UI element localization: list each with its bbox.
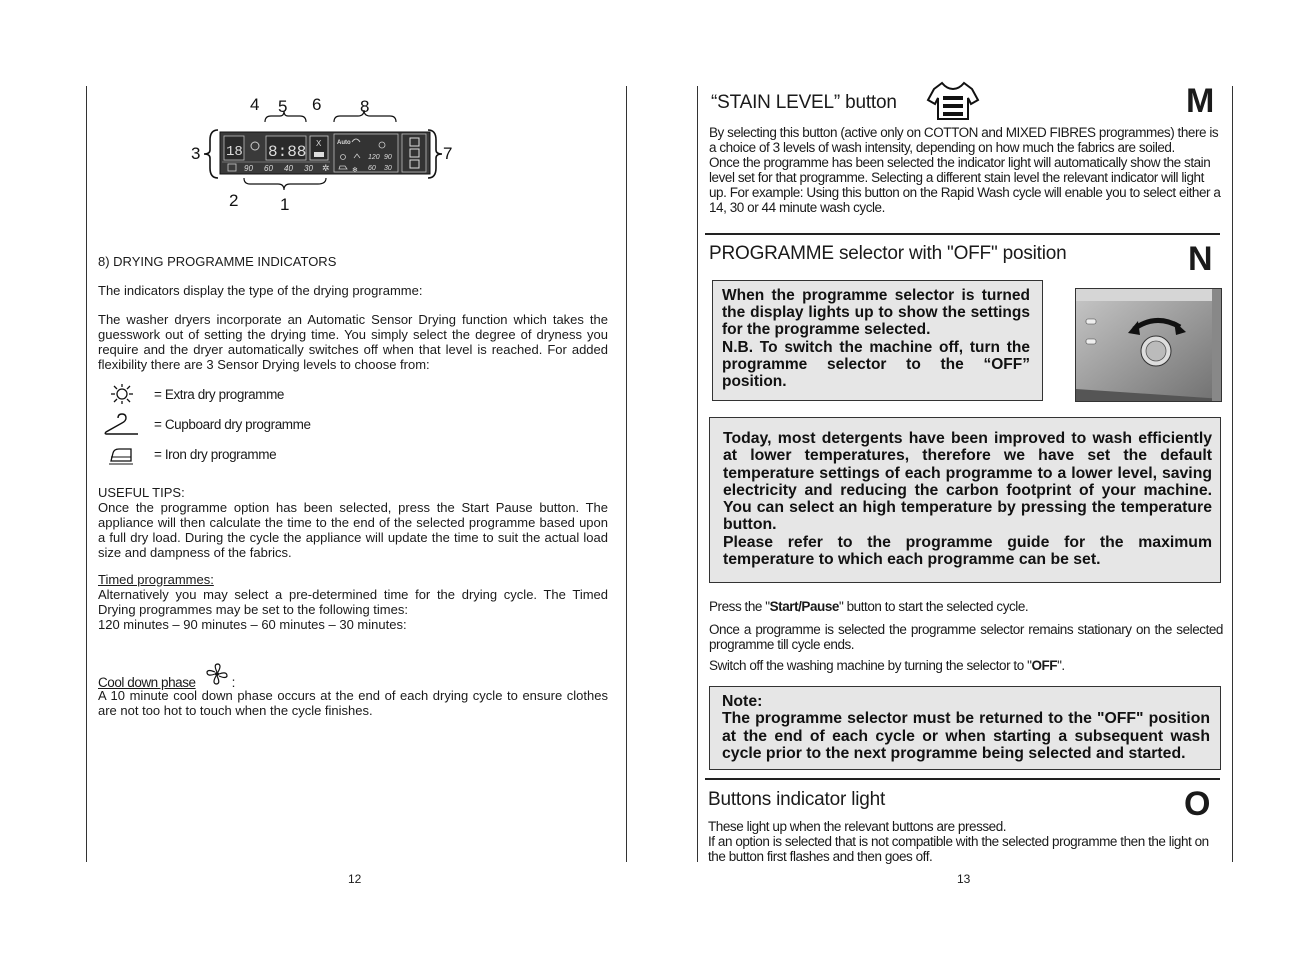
center-left-line — [626, 86, 627, 862]
timed-body: Alternatively you may select a pre-determined time for the drying cycle. The Timed Drying programmes may be set to the following times: — [98, 587, 608, 617]
stain-level-body: By selecting this button (active only on COTTON and MIXED FIBRES programmes) there is a choice of 3 levels of wash intensity, depending on how much the fabrics are soiled. Once the programme has been selected the indicator light will automatically show the stain level set for that programme. Selecting a different stain level the relevant indicator will light up. For example: Using this button on the Rapid Wash cycle will enable you to select either a 14, 30 or 44 minute wash cycle. — [709, 125, 1221, 215]
stain-shirt-icon — [926, 80, 980, 122]
section-letter-n: N — [1188, 240, 1213, 278]
sun-icon — [100, 382, 144, 406]
diagram-label-6: 6 — [312, 95, 322, 114]
detergent-info-text: Today, most detergents have been improved to wash efficiently at lower temperatures, therefore we have set the default temperature settings of each programme to a lower level, saving electricity and reducing the carbon footprint of your machine. You can select an high temperature by pressing the temperature button. Please refer to the programme guide for the maximum temperature to which each programme can be set. — [723, 430, 1212, 569]
section-letter-m: M — [1186, 82, 1215, 120]
programme-selector-title: PROGRAMME selector with "OFF" position — [709, 243, 1067, 264]
iron-icon — [100, 442, 144, 466]
diagram-label-8: 8 — [360, 97, 370, 116]
symbol-row-cupboard-dry — [100, 412, 311, 436]
display-svg — [188, 94, 458, 214]
press-start-text — [709, 599, 1223, 614]
section-letter-o: O — [1184, 785, 1211, 823]
svg-text:❄: ❄ — [352, 167, 358, 174]
divider-n — [705, 233, 1220, 235]
display-time-60: 60 — [368, 165, 376, 172]
press-suffix: " button to start the selected cycle. — [838, 599, 1029, 614]
selector-info-text: When the programme selector is turned the display lights up to show the settings for the programme selected. N.B. To switch the machine off, turn the programme selector to the “OFF” position. — [722, 287, 1030, 391]
once-selected-text: Once a programme is selected the programme selector remains stationary on the selected programme till cycle ends. — [709, 622, 1223, 652]
tips-title: USEFUL TIPS: — [98, 485, 185, 500]
display-big-digits: 18 — [226, 144, 243, 160]
switch-suffix: ". — [1057, 658, 1065, 673]
symbol-text-extra-dry: = Extra dry programme — [154, 386, 285, 402]
note-body: The programme selector must be returned to the "OFF" position at the end of each cycle or when starting a subsequent wash cycle prior to the next programme being selected and started. — [722, 710, 1210, 762]
switch-bold: OFF — [1031, 658, 1058, 673]
display-temp-60: 60 — [264, 164, 273, 173]
note-box — [709, 686, 1221, 770]
center-right-line — [697, 86, 698, 862]
switch-prefix: Switch off the washing machine by turning the selector to " — [709, 658, 1032, 673]
symbol-row-extra-dry — [100, 382, 284, 406]
diagram-label-2: 2 — [229, 191, 239, 210]
right-margin-line — [1232, 86, 1233, 862]
note-title: Note: — [722, 693, 763, 710]
display-temp-40: 40 — [284, 164, 293, 173]
symbol-row-iron-dry — [100, 442, 276, 466]
selector-dial-illustration — [1075, 288, 1222, 402]
section-title-drying: 8) DRYING PROGRAMME INDICATORS — [98, 254, 337, 269]
drying-description: The washer dryers incorporate an Automatic Sensor Drying function which takes the guesswork out of setting the drying time. You simply select the degree of dryness you require and the dryer automatically switches off when that level is reached. For added flexibility there are 3 Sensor Drying levels to choose from: — [98, 312, 608, 372]
hanger-icon — [100, 412, 144, 436]
drying-intro: The indicators display the type of the drying programme: — [98, 283, 423, 298]
buttons-indicator-title: Buttons indicator light — [708, 789, 886, 810]
svg-text:X: X — [316, 139, 322, 148]
timed-title: Timed programmes: — [98, 572, 214, 587]
fan-icon — [204, 662, 230, 690]
left-margin-line — [86, 86, 87, 862]
press-prefix: Press the " — [709, 599, 770, 614]
detergent-info-box — [709, 417, 1221, 583]
display-auto: Auto — [337, 140, 351, 146]
cool-body: A 10 minute cool down phase occurs at the end of each drying cycle to ensure clothes are not too hot to touch when the cycle finishes. — [98, 688, 608, 718]
svg-text:✲: ✲ — [322, 163, 330, 173]
press-bold: Start/Pause — [769, 599, 839, 614]
cool-down-heading — [98, 660, 235, 690]
display-time-120: 120 — [368, 154, 380, 161]
diagram-label-5: 5 — [278, 97, 288, 116]
tips-body: Once the programme option has been selected, press the Start Pause button. The appliance will then calculate the time to the end of the selected programme based upon a full dry load. During the cycle the appliance will update the time to suit the actual load size and dampness of the fabrics. — [98, 500, 608, 560]
diagram-label-1: 1 — [280, 195, 290, 214]
diagram-label-3: 3 — [191, 144, 201, 163]
symbol-text-iron-dry: = Iron dry programme — [154, 446, 277, 462]
stain-level-title: “STAIN LEVEL” button — [711, 92, 897, 113]
divider-o — [705, 778, 1220, 780]
selector-info-box — [712, 280, 1043, 401]
page-number-left: 12 — [348, 872, 362, 886]
display-time-30: 30 — [384, 165, 392, 172]
buttons-indicator-body: These light up when the relevant buttons are pressed. If an option is selected that is not compatible with the selected programme then the light on the button first flashes and then goes off. — [708, 819, 1209, 864]
diagram-label-7: 7 — [443, 144, 453, 163]
symbol-text-cupboard-dry: = Cupboard dry programme — [154, 416, 311, 432]
display-time-digits: 8:88 — [268, 143, 307, 161]
display-temp-30: 30 — [304, 164, 313, 173]
control-panel-diagram — [188, 94, 458, 214]
diagram-label-4: 4 — [250, 95, 260, 114]
timed-list: 120 minutes – 90 minutes – 60 minutes – 30 minutes: — [98, 617, 407, 632]
cool-colon: : — [231, 675, 235, 690]
display-time-90: 90 — [384, 154, 392, 161]
display-temp-90: 90 — [244, 164, 253, 173]
cool-title: Cool down phase — [98, 675, 196, 690]
page-number-right: 13 — [957, 872, 971, 886]
switch-off-text — [709, 658, 1223, 673]
